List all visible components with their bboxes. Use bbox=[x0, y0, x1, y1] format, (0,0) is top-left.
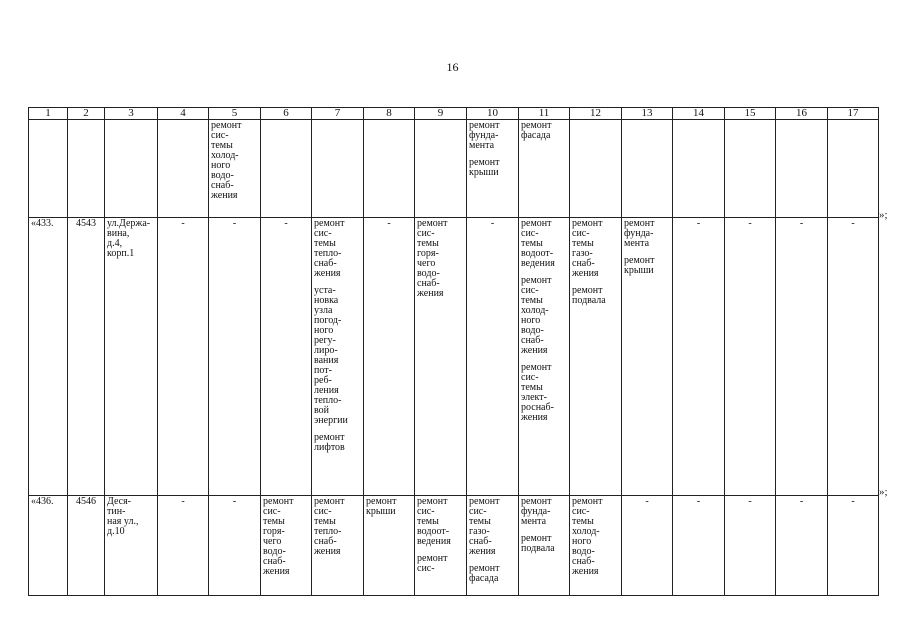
dash-mark: - bbox=[748, 496, 752, 507]
dash-mark: - bbox=[232, 496, 237, 507]
work-cell bbox=[415, 120, 467, 218]
work-item: ремонт сис- темы газо- снаб- жения bbox=[572, 218, 603, 279]
work-cell bbox=[261, 120, 312, 218]
building-code-text: 4543 bbox=[76, 218, 96, 229]
work-item: ремонт сис- темы газо- снаб- жения bbox=[469, 496, 500, 557]
work-cell bbox=[673, 496, 725, 596]
work-cell bbox=[776, 496, 828, 596]
work-item: ремонт сис- темы водоот- ведения bbox=[417, 496, 451, 547]
dash-mark: - bbox=[387, 218, 391, 229]
column-header-7: 7 bbox=[312, 108, 364, 120]
dash-mark: - bbox=[799, 496, 804, 507]
address-text: ул.Держа- вина, д.4, корп.1 bbox=[107, 218, 151, 259]
work-item: ремонт фунда- мента bbox=[624, 218, 655, 249]
dash-mark: - bbox=[696, 218, 701, 229]
work-item: ремонт фунда- мента bbox=[469, 120, 500, 151]
column-header-4: 4 bbox=[158, 108, 209, 120]
work-cell bbox=[725, 120, 776, 218]
work-item: ремонт крыши bbox=[366, 496, 397, 517]
column-header-6: 6 bbox=[261, 108, 312, 120]
work-cell bbox=[364, 218, 415, 496]
work-item: уста- новка узла погод- ного регу- лиро- вания пот- реб- ления тепло- вой энергии bbox=[314, 285, 348, 426]
work-cell bbox=[828, 496, 879, 596]
work-item: ремонт сис- темы горя- чего водо- снаб- жения bbox=[417, 218, 448, 299]
work-cell bbox=[467, 120, 519, 218]
work-cell bbox=[828, 120, 879, 218]
work-item: ремонт сис- bbox=[417, 553, 448, 574]
work-item: ремонт подвала bbox=[521, 533, 555, 554]
work-cell bbox=[209, 496, 261, 596]
row-number-text: «436. bbox=[31, 496, 54, 507]
column-header-12: 12 bbox=[570, 108, 622, 120]
column-header-16: 16 bbox=[776, 108, 828, 120]
work-cell bbox=[622, 218, 673, 496]
dash-mark: - bbox=[181, 496, 185, 507]
work-item: ремонт фунда- мента bbox=[521, 496, 552, 527]
work-cell bbox=[209, 218, 261, 496]
dash-mark: - bbox=[181, 218, 185, 229]
work-cell bbox=[570, 218, 622, 496]
building-code-text: 4546 bbox=[76, 496, 96, 507]
dash-mark: - bbox=[490, 218, 495, 229]
work-cell bbox=[364, 496, 415, 596]
dash-mark: - bbox=[696, 496, 701, 507]
table-row bbox=[29, 218, 879, 496]
dash-mark: - bbox=[645, 496, 649, 507]
work-item: ремонт лифтов bbox=[314, 432, 345, 453]
column-header-8: 8 bbox=[364, 108, 415, 120]
work-item: ремонт сис- темы тепло- снаб- жения bbox=[314, 218, 345, 279]
work-cell bbox=[312, 496, 364, 596]
work-item: ремонт фасада bbox=[469, 563, 500, 584]
building-code bbox=[68, 496, 105, 596]
work-cell bbox=[725, 218, 776, 496]
work-cell bbox=[622, 120, 673, 218]
work-cell bbox=[158, 218, 209, 496]
column-header-17: 17 bbox=[828, 108, 879, 120]
work-cell bbox=[209, 120, 261, 218]
column-header-1: 1 bbox=[29, 108, 68, 120]
column-header-9: 9 bbox=[415, 108, 467, 120]
building-code bbox=[68, 120, 105, 218]
dash-mark: - bbox=[851, 218, 855, 229]
work-cell bbox=[364, 120, 415, 218]
dash-mark: - bbox=[284, 218, 288, 229]
dash-mark: - bbox=[799, 218, 804, 229]
page-number: 16 bbox=[446, 60, 459, 74]
work-item: ремонт подвала bbox=[572, 285, 606, 306]
column-number-row bbox=[29, 108, 879, 120]
work-cell bbox=[415, 218, 467, 496]
work-cell bbox=[261, 218, 312, 496]
address-text: Деся- тин- ная ул., д.10 bbox=[107, 496, 139, 537]
row-number bbox=[29, 496, 68, 596]
work-cell bbox=[519, 496, 570, 596]
row-closing-quote: »; bbox=[879, 209, 888, 221]
work-cell bbox=[673, 120, 725, 218]
work-item: ремонт фасада bbox=[521, 120, 552, 141]
work-cell bbox=[519, 218, 570, 496]
dash-mark: - bbox=[232, 218, 237, 229]
work-cell bbox=[312, 120, 364, 218]
address bbox=[105, 120, 158, 218]
row-number bbox=[29, 218, 68, 496]
column-header-15: 15 bbox=[725, 108, 776, 120]
column-header-5: 5 bbox=[209, 108, 261, 120]
address bbox=[105, 218, 158, 496]
work-item: ремонт крыши bbox=[624, 255, 655, 276]
work-cell bbox=[415, 496, 467, 596]
work-item: ремонт сис- темы холод- ного водо- снаб- жения bbox=[572, 496, 603, 577]
work-cell bbox=[828, 218, 879, 496]
work-cell bbox=[312, 218, 364, 496]
work-cell bbox=[158, 496, 209, 596]
work-cell bbox=[467, 496, 519, 596]
column-header-3: 3 bbox=[105, 108, 158, 120]
work-cell bbox=[261, 496, 312, 596]
row-number bbox=[29, 120, 68, 218]
column-header-10: 10 bbox=[467, 108, 519, 120]
works-table bbox=[28, 107, 879, 596]
work-cell bbox=[725, 496, 776, 596]
address bbox=[105, 496, 158, 596]
dash-mark: - bbox=[748, 218, 752, 229]
work-cell bbox=[622, 496, 673, 596]
column-header-13: 13 bbox=[622, 108, 673, 120]
work-item: ремонт крыши bbox=[469, 157, 500, 178]
column-header-2: 2 bbox=[68, 108, 105, 120]
work-cell bbox=[570, 496, 622, 596]
work-item: ремонт сис- темы тепло- снаб- жения bbox=[314, 496, 345, 557]
row-closing-quote: »; bbox=[879, 486, 888, 498]
column-header-11: 11 bbox=[519, 108, 570, 120]
work-item: ремонт сис- темы горя- чего водо- снаб- жения bbox=[263, 496, 294, 577]
work-item: ремонт сис- темы холод- ного водо- снаб- жения bbox=[211, 120, 242, 201]
work-item: ремонт сис- темы элект- роснаб- жения bbox=[521, 362, 554, 423]
table-row bbox=[29, 496, 879, 596]
work-cell bbox=[776, 218, 828, 496]
dash-mark: - bbox=[851, 496, 855, 507]
work-cell bbox=[158, 120, 209, 218]
work-cell bbox=[519, 120, 570, 218]
building-code bbox=[68, 218, 105, 496]
work-cell bbox=[467, 218, 519, 496]
column-header-14: 14 bbox=[673, 108, 725, 120]
work-cell bbox=[673, 218, 725, 496]
table-row bbox=[29, 120, 879, 218]
row-number-text: «433. bbox=[31, 218, 54, 229]
work-item: ремонт сис- темы холод- ного водо- снаб- жения bbox=[521, 275, 552, 356]
work-item: ремонт сис- темы водоот- ведения bbox=[521, 218, 555, 269]
work-cell bbox=[776, 120, 828, 218]
work-cell bbox=[570, 120, 622, 218]
